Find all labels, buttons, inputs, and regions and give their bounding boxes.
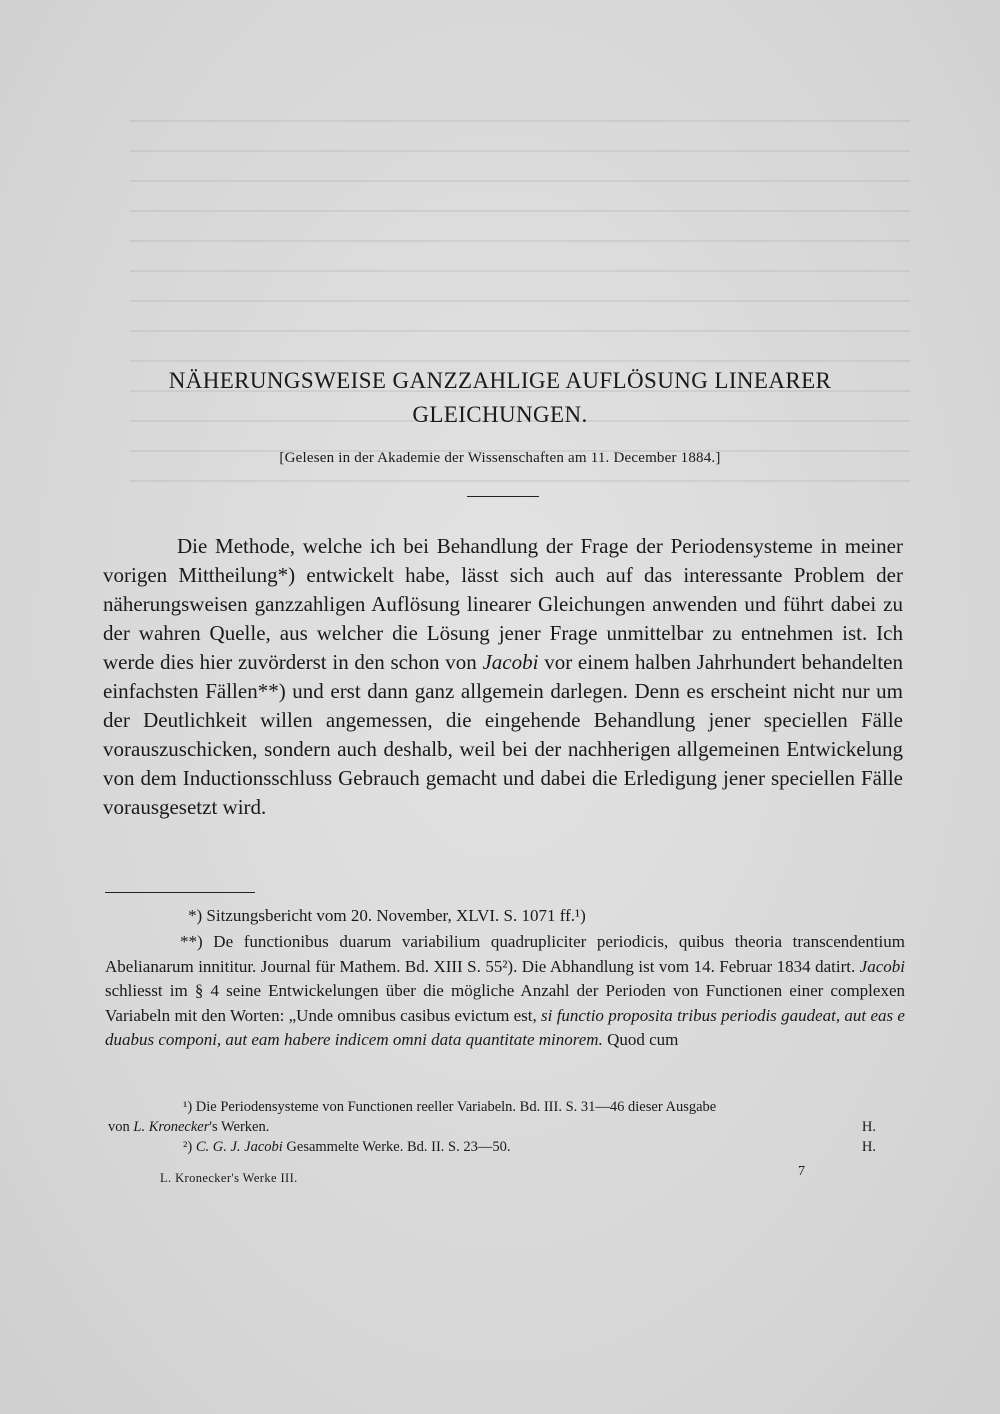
show-through-text	[130, 100, 910, 500]
title-line-2: GLEICHUNGEN.	[412, 402, 588, 427]
editor-note-1-suffix: 's Werken.	[209, 1119, 270, 1135]
title-line-1: NÄHERUNGSWEISE GANZZAHLIGE AUFLÖSUNG LINEARER	[168, 368, 832, 393]
body-text-b: vor einem halben Jahrhundert behandelten einfachsten Fällen**) und erst dann ganz allgemein darlegen. Denn es erscheint nicht nur um der Deutlichkeit willen angemessen, die eingehende Behandlung jener speciellen Fälle vorauszuschicken, sondern auch deshalb, weil bei der nachherigen allgemeinen Entwickelung von dem Inductionsschluss Gebrauch gemacht und dabei die Erledigung jener speciellen Fälle vorausgesetzt wird.	[103, 650, 904, 819]
editor-note-1-author: L. Kronecker	[133, 1119, 210, 1135]
editor-note-1-line-1: ¹) Die Periodensysteme von Functionen reeller Variabeln. Bd. III. S. 31—46 dieser Ausgabe	[183, 1099, 717, 1115]
reading-date-note: [Gelesen in der Akademie der Wissenschaften am 11. December 1884.]	[279, 450, 721, 466]
signature-number: 7	[798, 1164, 805, 1179]
series-signature: L. Kronecker's Werke III.	[160, 1171, 298, 1185]
paper-title	[100, 364, 900, 432]
editor-initial-2: H.	[861, 1139, 876, 1155]
title-divider	[467, 496, 539, 497]
footnote-2	[105, 930, 905, 1053]
editor-initial-1: H.	[861, 1119, 876, 1135]
footnote-2-latin-quote: si functio proposita tribus periodis gaudeat, aut eas e duabus componi, aut eam habere indicem omni data quantitate minorem.	[105, 1005, 905, 1050]
editor-note-2-text: Gesammelte Werke. Bd. II. S. 23—50.	[282, 1139, 511, 1155]
editor-note-1-line-2	[108, 1117, 908, 1137]
editor-note-1-prefix: von	[108, 1119, 134, 1135]
footnote-2-text-b: schliesst im § 4 seine Entwickelungen über die mögliche Anzahl der Perioden von Functionen einer complexen Variabeln mit den Worten: „Unde omnibus casibus evictum est,	[105, 981, 905, 1025]
body-jacobi-name: Jacobi	[482, 650, 539, 674]
footnote-1: *) Sitzungsbericht vom 20. November, XLVI. S. 1071 ff.¹)	[188, 906, 586, 925]
editor-note-2-marker: ²)	[183, 1139, 196, 1155]
footnote-2-text-a: **) De functionibus duarum variabilium quadrupliciter periodicis, quibus theoria transcendentium Abelianarum innititur. Journal für Mathem. Bd. XIII S. 55²). Die Abhandlung ist vom 14. Februar 1834 datirt.	[105, 932, 905, 976]
editor-note-2-line	[108, 1137, 908, 1157]
body-paragraph	[103, 532, 903, 822]
editor-note-2	[108, 1137, 908, 1157]
footnote-2-jacobi-name: Jacobi	[859, 956, 905, 976]
body-text-a: Die Methode, welche ich bei Behandlung der Frage der Periodensysteme in meiner vorigen Mittheilung*) entwickelt habe, lässt sich auch auf das interessante Problem der näherungsweisen ganzzahligen Auflösung linearer Gleichungen anwenden und führt dabei zu der wahren Quelle, aus welcher die Lösung jener Frage unmittelbar zu entnehmen ist. Ich werde dies hier zuvörderst in den schon von	[103, 534, 903, 674]
footnote-divider	[105, 892, 255, 893]
footnote-2-text-c: Quod cum	[602, 1030, 679, 1050]
editor-note-1	[108, 1097, 908, 1137]
editor-note-2-author: C. G. J. Jacobi	[195, 1139, 283, 1155]
